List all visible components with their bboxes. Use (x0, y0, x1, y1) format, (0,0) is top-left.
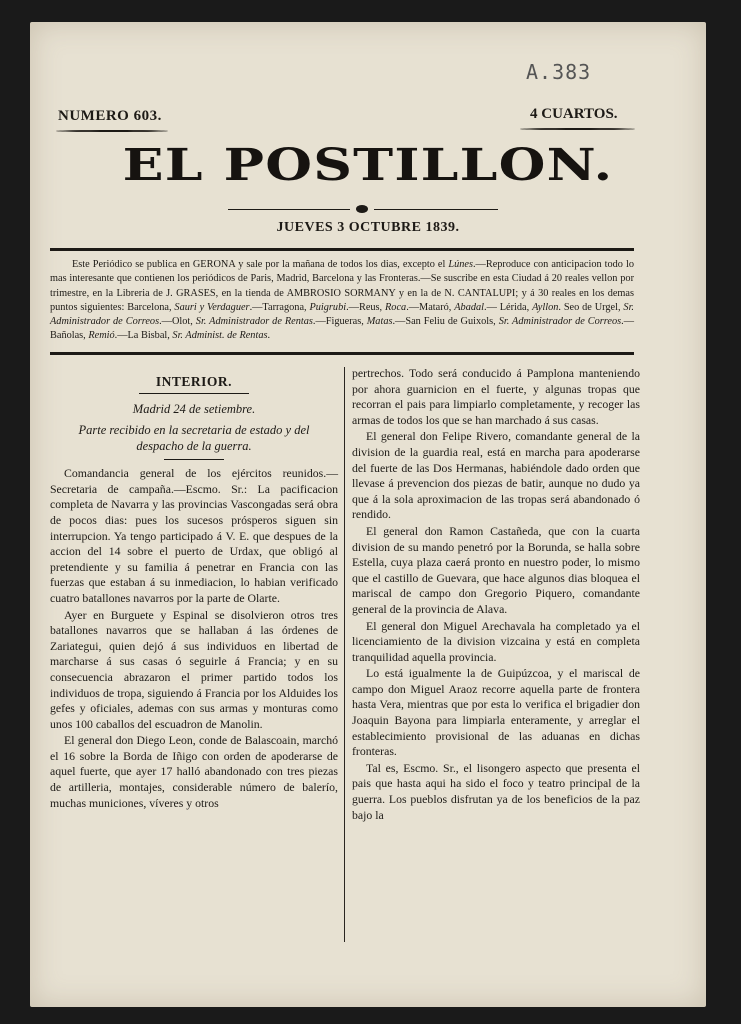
issue-price-underline (520, 128, 635, 130)
column-separator (344, 367, 345, 942)
masthead-title: EL POSTILLON. (122, 140, 614, 191)
header-rule (50, 248, 634, 251)
notice-rule (50, 352, 634, 355)
article-subhead: Parte recibido en la secretaria de estado y del despacho de la guerra. (78, 423, 310, 453)
issue-date: JUEVES 3 OCTUBRE 1839. (276, 220, 460, 235)
subscription-notice: Este Periódico se publica en GERONA y sale por la mañana de todos los dias, excepto el Lúnes.—Reproduce con anticipacion todo lo mas interesante que contienen los periódicos de Paris, Madrid, Barcelona y las Fronteras.—Se suscribe en esta Ciudad á 20 reales vellon por trimestre, en la Libreria de J. GRASES, en la tienda de AMBROSIO SORMANY y en la de N. CANTALUPI; y á 30 reales en los demas puntos siguientes: Barcelona, Sauri y Verdaguer.—Tarragona, Puigrubi.—Reus, Roca.—Mataró, Abadal.— Lérida, Ayllon. Seo de Urgel, Sr. Administrador de Correos.—Olot, Sr. Administrador de Rentas.—Figueras, Matas.—San Feliu de Guixols, Sr. Administrador de Correos.— Bañolas, Remió.—La Bisbal, Sr. Administ. de Rentas. (50, 259, 635, 342)
article-dateline: Madrid 24 de setiembre. (132, 401, 256, 416)
subhead-rule (164, 459, 224, 460)
paragraph: pertrechos. Todo será conducido á Pamplona manteniendo por ahora guarnicion en el fuerte, y algunas tropas que recorran el pais para limpiarlo completamente, y recoger las armas de todos los que se han marchado á sus casas. (352, 366, 640, 427)
paragraph: Lo está igualmente la de Guipúzcoa, y el mariscal de campo don Miguel Araoz recorre aquella parte de frontera hasta Vera, mientras que por esta lo verifica el brigadier don Joaquin Bayona para limpiarla enteramente, y arreglar el establecimiento provisional de las aduanas en dichas fronteras. (352, 666, 640, 759)
newspaper-page (30, 22, 706, 1007)
paragraph: El general don Ramon Castañeda, que con la cuarta division de su mando penetró por la Borunda, se halla sobre Estella, cuya plaza caerá pronto en nuestro poder, lo mismo que el castillo de Guevara, que hace algunos dias bloquea el mariscal de campo don Gregorio Piquero, comandante general de la provincia de Alava. (352, 523, 640, 616)
issue-number: NUMERO 603. (58, 108, 162, 124)
masthead-ornament (228, 205, 498, 215)
section-underline (139, 393, 249, 394)
paragraph: El general don Diego Leon, conde de Balascoain, marchó el 16 sobre la Borda de Iñigo con orden de apoderarse de aquel fuerte, que ayer 17 halló abandonado con tres piezas de artilleria, montajes, considerable número de balerío, muchas municiones, víveres y otros (50, 733, 338, 810)
paragraph: Ayer en Burguete y Espinal se disolvieron otros tres batallones navarros que se hallaban á las órdenes de Zariategui, quien dejó á sus individuos en libertad de marcharse á sus casas ó seguirle á Francia; y en su consecuencia abrazaron el primer partido todos los individuos de tropa, siguiendo á Francia por los Alduides los gefes y oficiales, ademas con sus armas y monturas como unos 100 caballos del escuadron de Manolin. (50, 607, 338, 731)
article-column-right (352, 366, 640, 824)
paragraph: Tal es, Escmo. Sr., el lisongero aspecto que presenta el pais que hasta aqui ha sido el foco y teatro principal de la guerra. Los pueblos disfrutan ya de los beneficios de la paz bajo la (352, 760, 640, 822)
article-column-left (50, 366, 338, 812)
section-title: INTERIOR. (155, 374, 233, 389)
paragraph: El general don Miguel Arechavala ha completado ya el licenciamiento de la division vizcaina y está en completa tranquilidad aquella provincia. (352, 618, 640, 664)
paragraph: Comandancia general de los ejércitos reunidos.—Secretaria de campaña.—Escmo. Sr.: La pacificacion completa de Navarra y las provincias Vascongadas será obra de pocos dias: pues los sucesos prósperos siguen sin interrupcion. Ya tengo participado á V. E. que despues de la accion del 14 sobre el puerto de Urdax, que obligó al pretendiente y su familia á penetrar en Francia con las fuerzas que estaban á su inmediacion, lo habian verificado cuatro batallones navarros por la parte de Olarte. (50, 466, 338, 605)
issue-number-underline (56, 130, 168, 132)
paragraph: El general don Felipe Rivero, comandante general de la division de la guardia real, está en marcha para apoderarse del fuerte de las Dos Hermanas, habiéndole dado orden que llevase á prevencion dos piezas de batir, aunque no dudo ya que á la sola aproximacion de las tropas será abandonado ó rendido. (352, 429, 640, 522)
issue-price: 4 CUARTOS. (530, 106, 618, 122)
archive-mark: A.383 (526, 60, 592, 84)
